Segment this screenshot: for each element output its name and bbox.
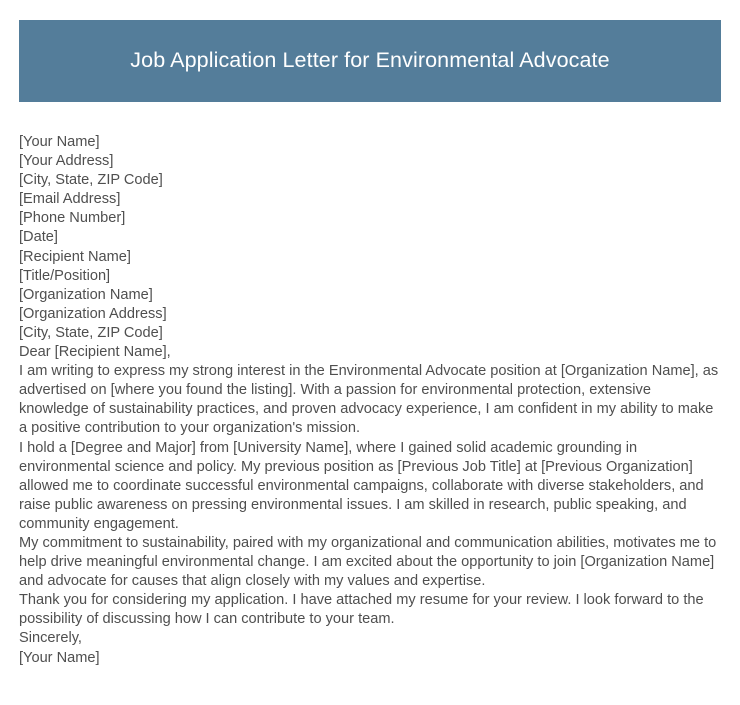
letter-paragraph-intro: I am writing to express my strong interest in the Environmental Advocate position at [Organization Name], as advertised on [where you found the listing]. With a passion for environmental protection, extensive knowledge of sustainability practices, and proven advocacy experience, I am confident in my ability to make a positive contribution to your organization's mission. — [19, 363, 719, 437]
sender-name-line: [Your Name] — [19, 134, 100, 150]
signature-name-line: [Your Name] — [19, 649, 100, 666]
sender-phone-line: [Phone Number] — [19, 210, 126, 227]
letter-paragraph-closing: Thank you for considering my application. I have attached my resume for your review. I look forward to the possibility of discussing how I can contribute to your team. — [19, 592, 704, 628]
salutation-line: Dear [Recipient Name], — [19, 344, 171, 361]
document-header-banner — [19, 20, 721, 102]
letter-body — [19, 133, 723, 668]
page-title: Job Application Letter for Environmental Advocate — [130, 48, 610, 73]
organization-address-line: [Organization Address] — [19, 305, 167, 322]
closing-line: Sincerely, — [19, 630, 82, 647]
sender-city-state-zip-line: [City, State, ZIP Code] — [19, 172, 163, 189]
recipient-title-line: [Title/Position] — [19, 267, 111, 284]
letter-paragraph-qualifications: I hold a [Degree and Major] from [University Name], where I gained solid academic grounding in environmental science and policy. My previous position as [Previous Job Title] at [Previous Organization] allowed me to coordinate successful environmental campaigns, collaborate with diverse stakeholders, and raise public awareness on pressing environmental issues. I am skilled in research, public speaking, and community engagement. — [19, 439, 704, 532]
date-line: [Date] — [19, 229, 58, 246]
recipient-name-line: [Recipient Name] — [19, 248, 131, 265]
organization-city-state-zip-line: [City, State, ZIP Code] — [19, 324, 163, 341]
sender-address-line: [Your Address] — [19, 153, 114, 170]
organization-name-line: [Organization Name] — [19, 286, 153, 303]
letter-paragraph-motivation: My commitment to sustainability, paired with my organizational and communication abilities, motivates me to help drive meaningful environmental change. I am excited about the opportunity to join [Organization Name] and advocate for causes that align closely with my values and expertise. — [19, 534, 717, 590]
sender-email-line: [Email Address] — [19, 191, 121, 208]
